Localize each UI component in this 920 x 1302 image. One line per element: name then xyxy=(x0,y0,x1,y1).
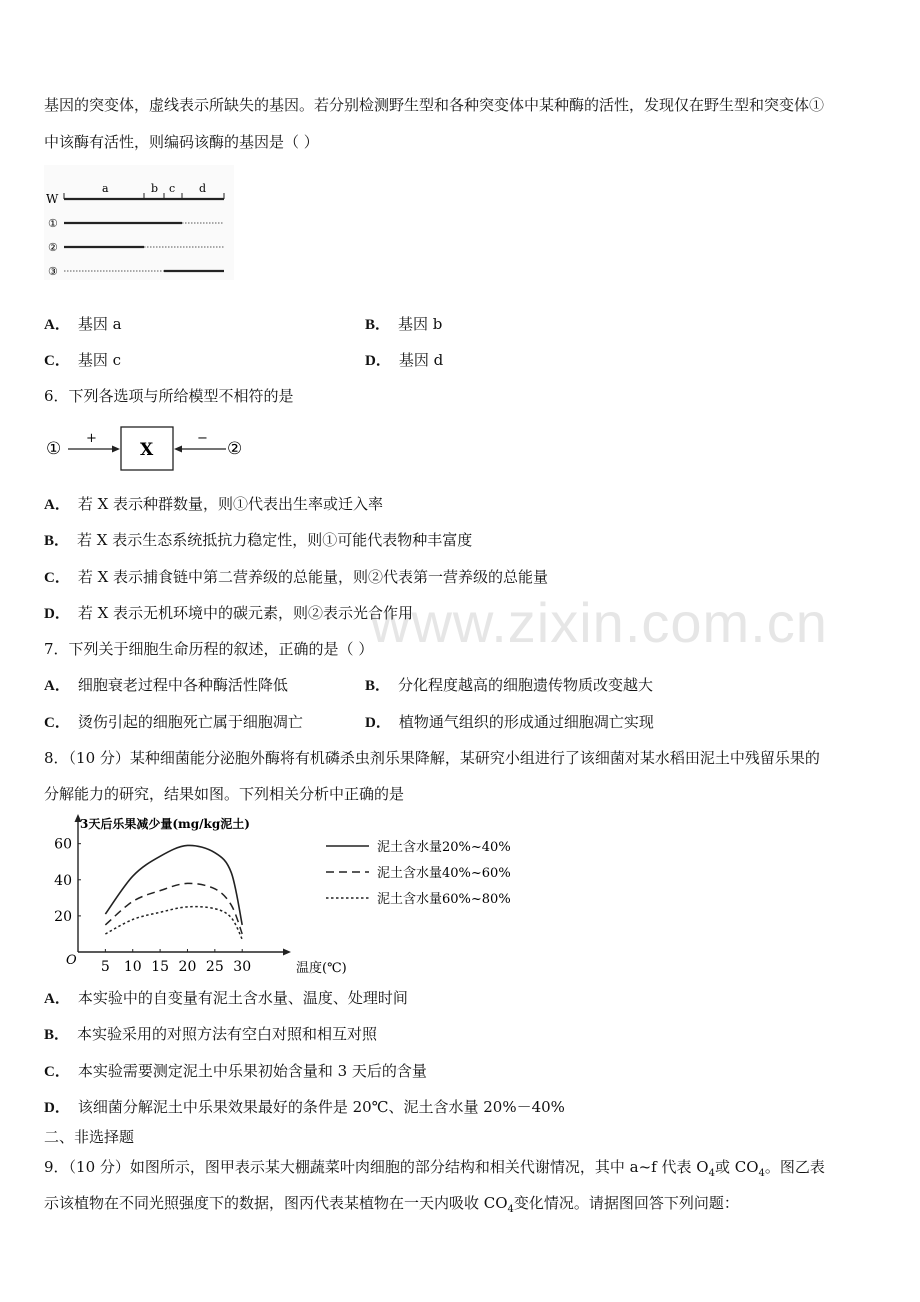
q5-stem-line1: 基因的突变体，虚线表示所缺失的基因。若分别检测野生型和各种突变体中某种酶的活性，发现仅在野生型和突变体① xyxy=(44,96,825,114)
q6-option-b-text: 若 X 表示生态系统抵抗力稳定性，则①可能代表物种丰富度 xyxy=(77,531,473,549)
q8-option-c-label: C． xyxy=(44,1064,70,1080)
model-box-label: X xyxy=(140,440,154,460)
q8-option-c xyxy=(44,1061,427,1082)
q7-option-d xyxy=(365,712,654,733)
series-line-3 xyxy=(105,907,242,940)
q5-option-c-label: C． xyxy=(44,353,70,369)
q7-option-b-text: 分化程度越高的细胞遗传物质改变越大 xyxy=(398,676,654,694)
y-tick-label: 40 xyxy=(54,872,72,889)
series-line-2 xyxy=(105,883,242,934)
y-tick-label: 60 xyxy=(54,836,72,853)
degradation-chart xyxy=(44,812,544,982)
q6-option-d xyxy=(44,603,413,624)
q8-option-b-label: B． xyxy=(44,1027,70,1043)
q6-option-c-text: 若 X 表示捕食链中第二营养级的总能量，则②代表第一营养级的总能量 xyxy=(77,568,549,586)
segment-label-d: d xyxy=(199,182,207,195)
legend-label-3: 泥土含水量60%~80% xyxy=(377,892,511,907)
x-axis-arrow xyxy=(283,949,291,956)
q9-line1-part2: 或 CO xyxy=(714,1158,759,1176)
q6-option-c-label: C． xyxy=(44,570,70,586)
y-tick-label: 20 xyxy=(54,908,72,925)
q9-line2-sub: 4 xyxy=(507,1204,514,1215)
q6-option-a-text: 若 X 表示种群数量，则①代表出生率或迁入率 xyxy=(77,495,384,513)
x-axis-label: 温度(℃) xyxy=(296,961,347,976)
q9-line1-sub1: 4 xyxy=(708,1168,715,1179)
q7-option-b-label: B． xyxy=(365,678,391,694)
x-tick-label: 20 xyxy=(178,959,197,975)
q7-stem: 7．下列关于细胞生命历程的叙述，正确的是（ ） xyxy=(44,640,374,658)
model-left-label: ① xyxy=(46,439,62,459)
q5-option-a-text: 基因 a xyxy=(77,315,122,333)
q6-option-a-label: A． xyxy=(44,497,70,513)
legend-label-1: 泥土含水量20%~40% xyxy=(377,840,511,855)
origin-label: O xyxy=(66,953,77,968)
q8-stem-line1: 8．（10 分）某种细菌能分泌胞外酶将有机磷杀虫剂乐果降解，某研究小组进行了该细菌对某水稻田泥土中残留乐果的 xyxy=(44,749,820,767)
x-tick-label: 5 xyxy=(100,959,110,975)
q6-option-d-label: D． xyxy=(44,606,70,622)
segment-label-b: b xyxy=(151,182,159,195)
q8-option-c-text: 本实验需要测定泥土中乐果初始含量和 3 天后的含量 xyxy=(77,1062,427,1080)
q8-option-b-text: 本实验采用的对照方法有空白对照和相互对照 xyxy=(77,1025,378,1043)
q7-option-c-text: 烫伤引起的细胞死亡属于细胞凋亡 xyxy=(77,713,303,731)
q8-option-a-text: 本实验中的自变量有泥土含水量、温度、处理时间 xyxy=(77,989,408,1007)
q6-option-b-label: B． xyxy=(44,533,70,549)
q7-option-c xyxy=(44,712,303,733)
q5-option-c-text: 基因 c xyxy=(77,351,122,369)
q6-option-c xyxy=(44,567,548,588)
q9-line2-part1: 示该植物在不同光照强度下的数据，图丙代表某植物在一天内吸收 CO xyxy=(44,1194,508,1212)
model-right-label: ② xyxy=(227,439,243,459)
q8-option-a-label: A． xyxy=(44,991,70,1007)
q5-option-b xyxy=(365,314,442,335)
model-plus-sign: + xyxy=(86,431,97,446)
row-label-w: W xyxy=(46,192,59,206)
q7-option-a-label: A． xyxy=(44,678,70,694)
section-heading: 二、非选择题 xyxy=(44,1128,135,1146)
q6-option-d-text: 若 X 表示无机环境中的碳元素，则②表示光合作用 xyxy=(77,604,414,622)
q6-option-b xyxy=(44,530,472,551)
q5-option-a-label: A． xyxy=(44,317,70,333)
q5-option-d-text: 基因 d xyxy=(398,351,444,369)
series-line-1 xyxy=(105,845,242,925)
q5-option-b-label: B． xyxy=(365,317,391,333)
q9-line1-part1: 9．（10 分）如图所示，图甲表示某大棚蔬菜叶肉细胞的部分结构和相关代谢情况，其中 a~f 代表 O xyxy=(44,1158,709,1176)
q9-line2-part2: 变化情况。请据图回答下列问题： xyxy=(513,1194,739,1212)
row-label-2: ② xyxy=(48,241,58,254)
q7-option-d-text: 植物通气组织的形成通过细胞凋亡实现 xyxy=(398,713,654,731)
x-tick-label: 30 xyxy=(233,959,252,975)
x-tick-label: 25 xyxy=(205,959,224,975)
q5-option-a xyxy=(44,314,122,335)
row-label-3: ③ xyxy=(48,265,58,278)
q8-stem-line2: 分解能力的研究，结果如图。下列相关分析中正确的是 xyxy=(44,785,405,803)
q9-stem-line1 xyxy=(44,1157,825,1184)
q7-option-a xyxy=(44,675,288,696)
q8-option-a xyxy=(44,988,408,1009)
q5-option-d-label: D． xyxy=(365,353,391,369)
q9-stem-line2 xyxy=(44,1193,739,1220)
q6-option-a xyxy=(44,494,383,515)
row-label-1: ① xyxy=(48,217,58,230)
q5-option-d xyxy=(365,350,443,371)
q9-line1-sub2: 4 xyxy=(758,1168,765,1179)
q8-option-d-label: D． xyxy=(44,1100,70,1116)
model-minus-sign: − xyxy=(197,431,208,446)
x-tick-label: 15 xyxy=(151,959,170,975)
q6-stem: 6．下列各选项与所给模型不相符的是 xyxy=(44,387,294,405)
segment-label-c: c xyxy=(169,182,176,195)
q8-option-d xyxy=(44,1097,565,1118)
legend-label-2: 泥土含水量40%~60% xyxy=(377,866,511,881)
watermark: www.zixin.com.cn xyxy=(370,591,828,654)
x-tick-label: 10 xyxy=(123,959,142,975)
gene-diagram xyxy=(44,165,234,280)
y-axis-label: 3天后乐果减少量(mg/kg泥土) xyxy=(80,817,250,831)
q7-option-c-label: C． xyxy=(44,715,70,731)
q9-line1-part3: 。图乙表 xyxy=(764,1158,825,1176)
model-diagram xyxy=(44,422,254,472)
q7-option-d-label: D． xyxy=(365,715,391,731)
q5-option-c xyxy=(44,350,121,371)
q8-option-d-text: 该细菌分解泥土中乐果效果最好的条件是 20℃、泥土含水量 20%－40% xyxy=(77,1098,565,1116)
q5-stem-line2: 中该酶有活性，则编码该酶的基因是（ ） xyxy=(44,133,319,151)
segment-label-a: a xyxy=(102,182,109,195)
q5-option-b-text: 基因 b xyxy=(398,315,443,333)
q7-option-a-text: 细胞衰老过程中各种酶活性降低 xyxy=(77,676,288,694)
q7-option-b xyxy=(365,675,653,696)
q8-option-b xyxy=(44,1024,377,1045)
